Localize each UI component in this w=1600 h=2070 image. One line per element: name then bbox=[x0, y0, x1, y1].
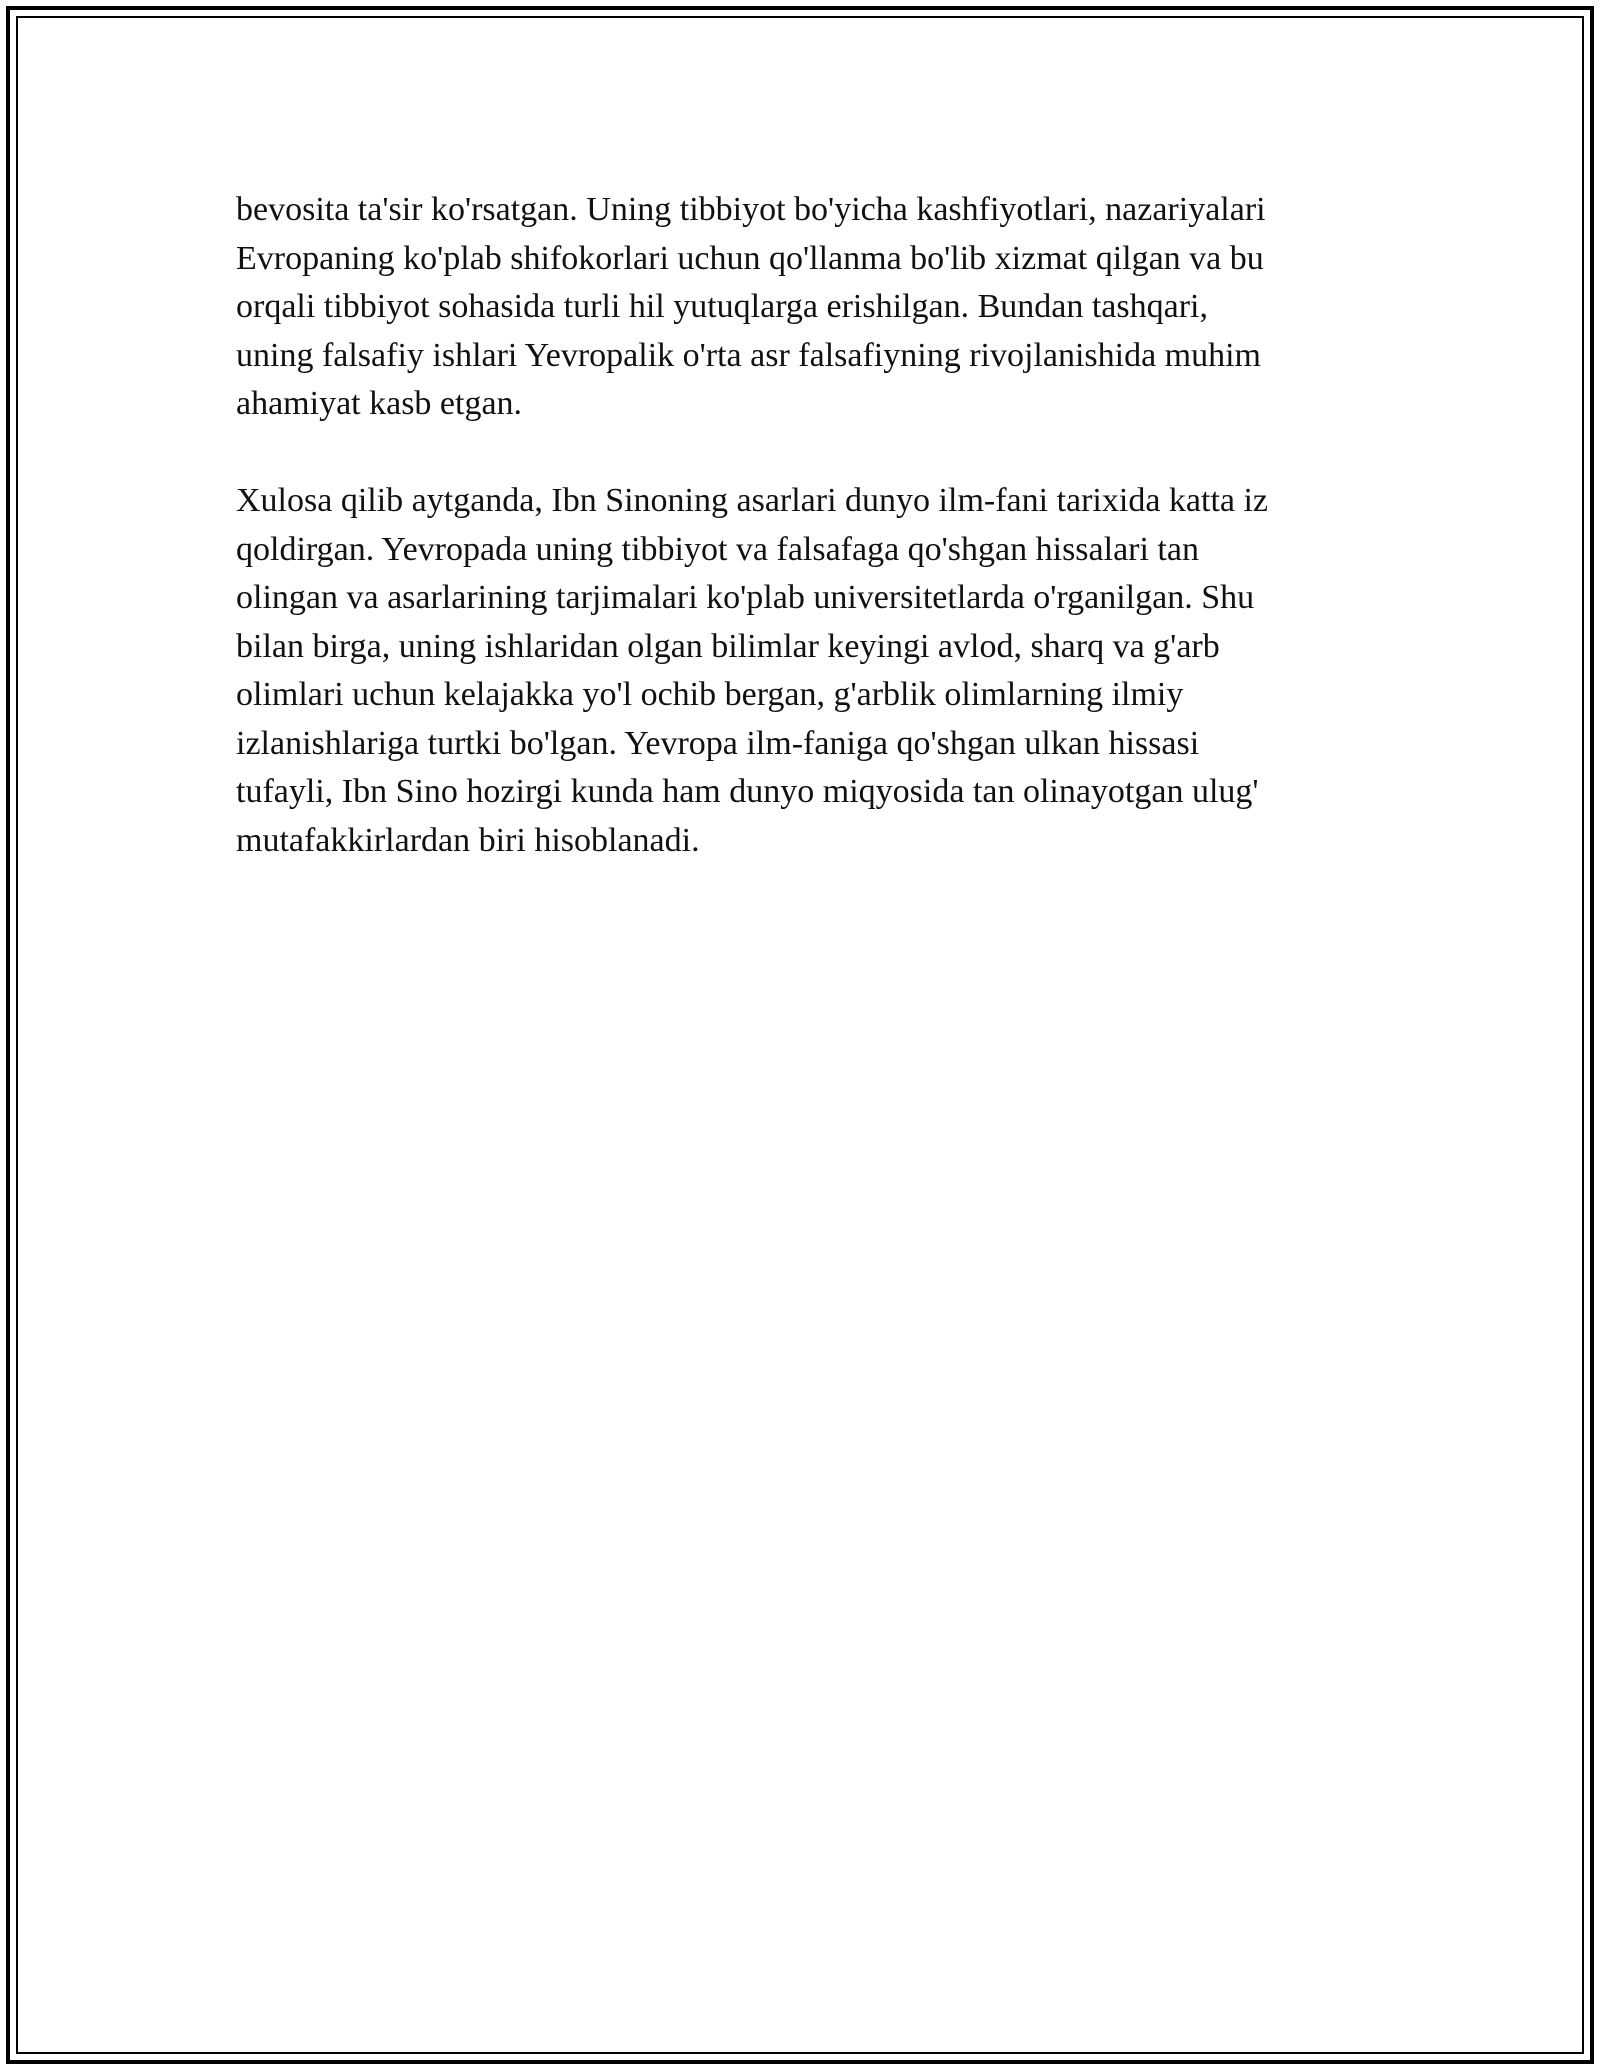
text-line: qoldirgan. Yevropada uning tibbiyot va falsafaga qo'shgan hissalari tan bbox=[236, 530, 1199, 568]
text-line: ahamiyat kasb etgan. bbox=[236, 385, 523, 422]
text-line: Evropaning ko'plab shifokorlari uchun qo'llanma bo'lib xizmat qilgan va bu bbox=[236, 239, 1264, 277]
text-line: Xulosa qilib aytganda, Ibn Sinoning asarlari dunyo ilm-fani tarixida katta iz bbox=[236, 482, 1269, 519]
text-line: izlanishlariga turtki bo'lgan. Yevropa ilm-faniga qo'shgan ulkan hissasi bbox=[236, 724, 1200, 762]
text-line: orqali tibbiyot sohasida turli hil yutuqlarga erishilgan. Bundan tashqari, bbox=[236, 288, 1208, 325]
document-body bbox=[236, 186, 1366, 865]
paragraph-2 bbox=[236, 477, 1366, 865]
text-line: mutafakkirlardan biri hisoblanadi. bbox=[236, 821, 700, 859]
text-line: olimlari uchun kelajakka yo'l ochib bergan, g'arblik olimlarning ilmiy bbox=[236, 676, 1184, 713]
text-line: bevosita ta'sir ko'rsatgan. Uning tibbiyot bo'yicha kashfiyotlari, nazariyalari bbox=[236, 191, 1266, 228]
text-line: olingan va asarlarining tarjimalari ko'plab universitetlarda o'rganilgan. Shu bbox=[236, 579, 1255, 616]
paragraph-gap bbox=[236, 429, 1366, 478]
paragraph-1 bbox=[236, 186, 1366, 429]
text-line: tufayli, Ibn Sino hozirgi kunda ham dunyo miqyosida tan olinayotgan ulug' bbox=[236, 773, 1259, 810]
text-line: bilan birga, uning ishlaridan olgan bilimlar keyingi avlod, sharq va g'arb bbox=[236, 627, 1220, 665]
text-line: uning falsafiy ishlari Yevropalik o'rta asr falsafiyning rivojlanishida muhim bbox=[236, 336, 1261, 374]
